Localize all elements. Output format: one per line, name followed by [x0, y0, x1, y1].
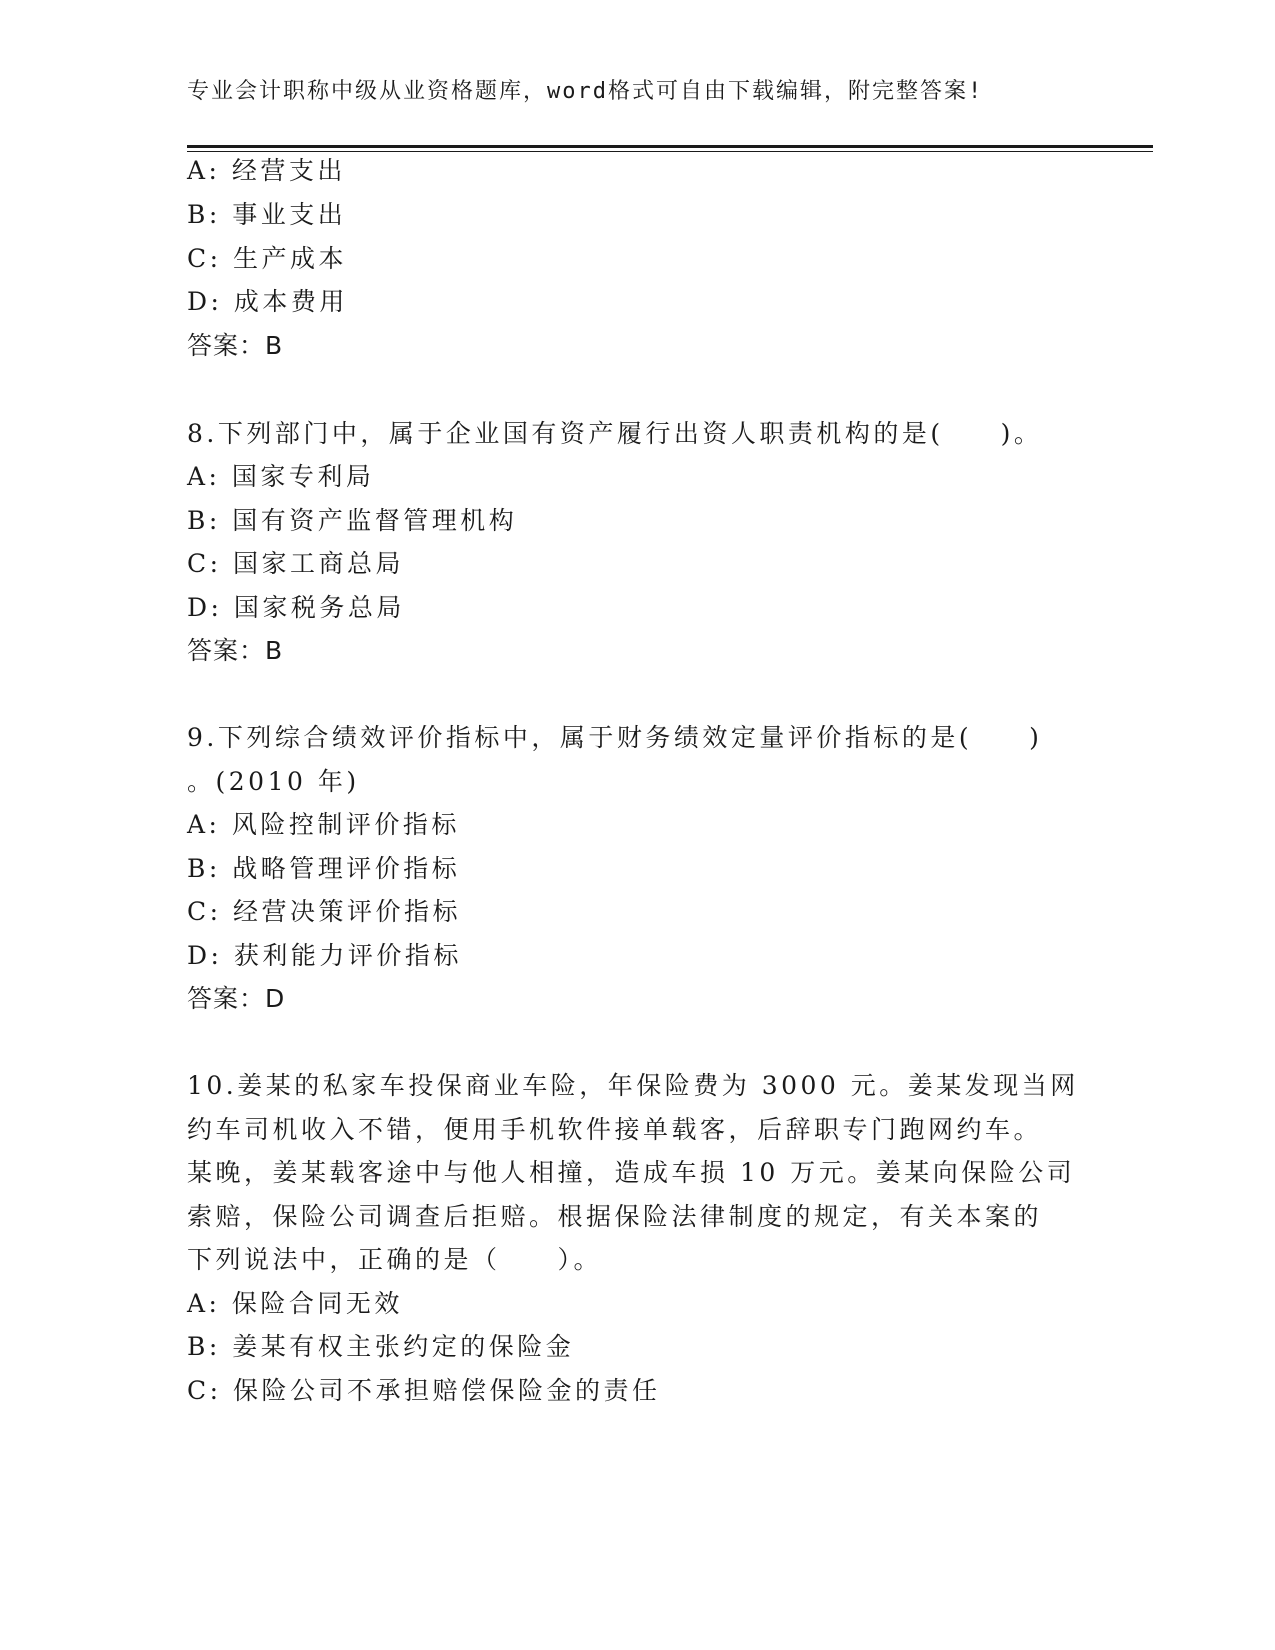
option-d: D: 国家税务总局	[187, 593, 405, 622]
question-stem: 9.下列综合绩效评价指标中，属于财务绩效定量评价指标的是( )	[187, 723, 1043, 752]
option-c: C: 国家工商总局	[187, 549, 404, 578]
option-a: A: 国家专利局	[187, 462, 375, 491]
option-a: A: 经营支出	[187, 156, 346, 185]
option-c: C: 生产成本	[187, 244, 347, 273]
option-b: B: 国有资产监督管理机构	[187, 506, 518, 535]
answer: 答案：B	[187, 331, 284, 360]
question-stem-continued: 。(2010 年)	[187, 767, 360, 796]
question-stem-continued: 某晚，姜某载客途中与他人相撞，造成车损 10 万元。姜某向保险公司	[187, 1158, 1076, 1187]
option-b: B: 战略管理评价指标	[187, 854, 461, 883]
question-stem-continued: 索赔，保险公司调查后拒赔。根据保险法律制度的规定，有关本案的	[187, 1202, 1043, 1231]
page-header: 专业会计职称中级从业资格题库，word格式可自由下载编辑，附完整答案!	[187, 79, 984, 104]
option-c: C: 保险公司不承担赔偿保险金的责任	[187, 1376, 661, 1405]
question-stem-continued: 约车司机收入不错，便用手机软件接单载客，后辞职专门跑网约车。	[187, 1115, 1043, 1144]
option-c: C: 经营决策评价指标	[187, 897, 461, 926]
option-a: A: 风险控制评价指标	[187, 810, 460, 839]
question-stem: 8.下列部门中，属于企业国有资产履行出资人职责机构的是( )。	[187, 419, 1043, 448]
question-stem-continued: 下列说法中，正确的是（ ）。	[187, 1245, 603, 1274]
option-a: A: 保险合同无效	[187, 1289, 403, 1318]
option-d: D: 获利能力评价指标	[187, 941, 462, 970]
header-rule-thin	[187, 151, 1153, 152]
question-stem: 10.姜某的私家车投保商业车险，年保险费为 3000 元。姜某发现当网	[187, 1071, 1079, 1100]
option-d: D: 成本费用	[187, 287, 348, 316]
option-b: B: 事业支出	[187, 200, 347, 229]
answer: 答案：B	[187, 636, 284, 665]
option-b: B: 姜某有权主张约定的保险金	[187, 1332, 575, 1361]
answer: 答案：D	[187, 984, 286, 1013]
header-rule-thick	[187, 145, 1153, 148]
